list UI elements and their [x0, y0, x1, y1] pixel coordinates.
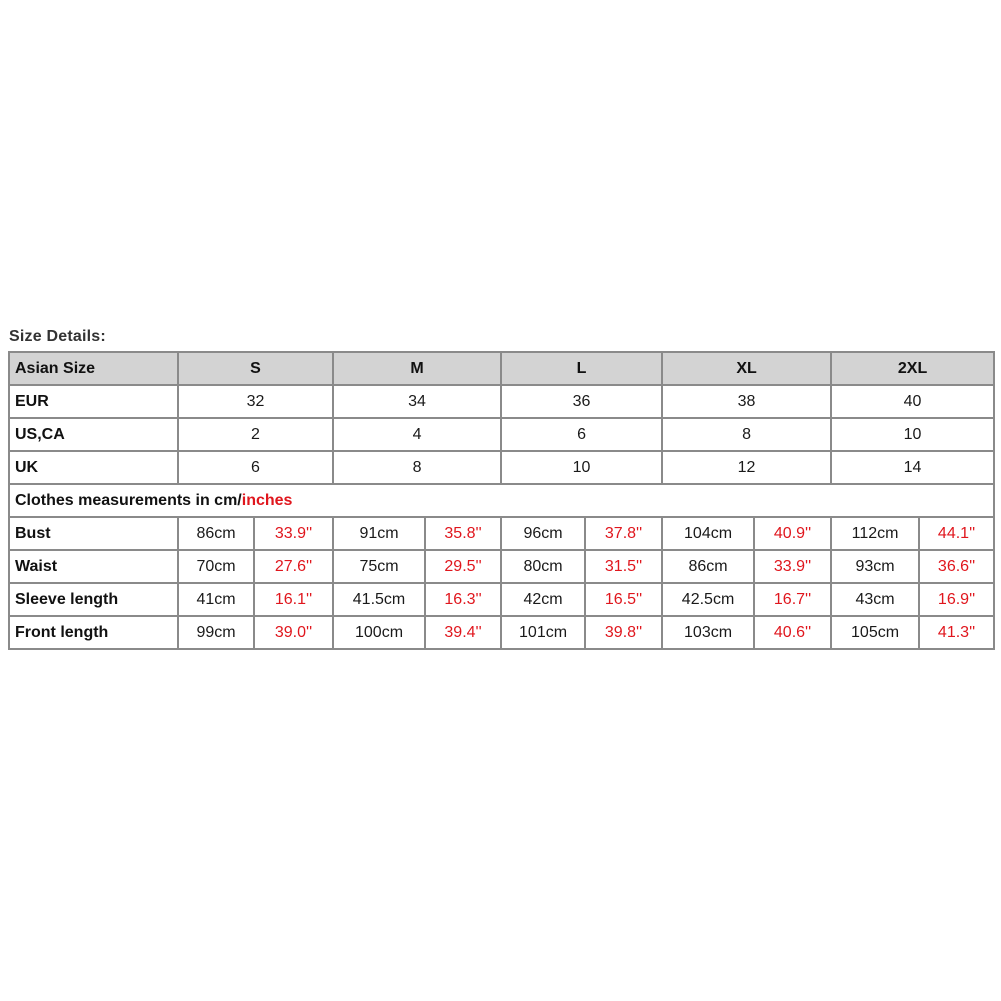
inch-cell: 40.9'' [754, 517, 831, 550]
table-cell: 40 [831, 385, 994, 418]
table-row-eur [9, 385, 994, 418]
row-label: US,CA [9, 418, 178, 451]
cm-cell: 96cm [501, 517, 585, 550]
table-cell: 32 [178, 385, 333, 418]
table-cell: 6 [178, 451, 333, 484]
inch-cell: 29.5'' [425, 550, 501, 583]
inch-cell: 41.3'' [919, 616, 994, 649]
table-row-waist [9, 550, 994, 583]
cm-cell: 101cm [501, 616, 585, 649]
inch-cell: 33.9'' [254, 517, 333, 550]
size-col-m: M [333, 352, 501, 385]
inch-cell: 16.5'' [585, 583, 662, 616]
inch-cell: 31.5'' [585, 550, 662, 583]
inch-cell: 35.8'' [425, 517, 501, 550]
size-col-l: L [501, 352, 662, 385]
row-label: UK [9, 451, 178, 484]
size-col-xl: XL [662, 352, 831, 385]
size-chart-table [8, 351, 995, 650]
table-cell: 8 [333, 451, 501, 484]
table-cell: 36 [501, 385, 662, 418]
inch-cell: 33.9'' [754, 550, 831, 583]
inch-cell: 40.6'' [754, 616, 831, 649]
cm-cell: 91cm [333, 517, 425, 550]
inch-cell: 39.0'' [254, 616, 333, 649]
cm-cell: 43cm [831, 583, 919, 616]
inch-cell: 39.8'' [585, 616, 662, 649]
asian-size-label: Asian Size [9, 352, 178, 385]
row-label: Bust [9, 517, 178, 550]
cm-cell: 75cm [333, 550, 425, 583]
cm-cell: 42.5cm [662, 583, 754, 616]
table-row-sleeve-length [9, 583, 994, 616]
measurements-heading-prefix: Clothes measurements in cm/ [15, 491, 242, 509]
size-col-2xl: 2XL [831, 352, 994, 385]
table-cell: 6 [501, 418, 662, 451]
table-cell: 10 [501, 451, 662, 484]
cm-cell: 104cm [662, 517, 754, 550]
row-label: EUR [9, 385, 178, 418]
cm-cell: 103cm [662, 616, 754, 649]
measurements-heading-row [9, 484, 994, 517]
table-cell: 38 [662, 385, 831, 418]
table-cell: 2 [178, 418, 333, 451]
size-header-row [9, 352, 994, 385]
inch-cell: 37.8'' [585, 517, 662, 550]
table-cell: 4 [333, 418, 501, 451]
inch-cell: 16.9'' [919, 583, 994, 616]
inch-cell: 36.6'' [919, 550, 994, 583]
table-row-us-ca [9, 418, 994, 451]
cm-cell: 41.5cm [333, 583, 425, 616]
cm-cell: 86cm [178, 517, 254, 550]
size-col-s: S [178, 352, 333, 385]
table-row-bust [9, 517, 994, 550]
inch-cell: 16.3'' [425, 583, 501, 616]
cm-cell: 86cm [662, 550, 754, 583]
cm-cell: 80cm [501, 550, 585, 583]
cm-cell: 70cm [178, 550, 254, 583]
row-label: Waist [9, 550, 178, 583]
table-cell: 14 [831, 451, 994, 484]
inch-cell: 27.6'' [254, 550, 333, 583]
row-label: Front length [9, 616, 178, 649]
table-row-front-length [9, 616, 994, 649]
cm-cell: 41cm [178, 583, 254, 616]
cm-cell: 99cm [178, 616, 254, 649]
cm-cell: 112cm [831, 517, 919, 550]
table-cell: 8 [662, 418, 831, 451]
inch-cell: 44.1'' [919, 517, 994, 550]
table-cell: 10 [831, 418, 994, 451]
cm-cell: 105cm [831, 616, 919, 649]
size-details-title: Size Details: [9, 328, 106, 345]
table-row-uk [9, 451, 994, 484]
cm-cell: 100cm [333, 616, 425, 649]
measurements-heading [9, 484, 994, 517]
inch-cell: 39.4'' [425, 616, 501, 649]
inch-cell: 16.7'' [754, 583, 831, 616]
table-cell: 12 [662, 451, 831, 484]
table-cell: 34 [333, 385, 501, 418]
inch-cell: 16.1'' [254, 583, 333, 616]
cm-cell: 93cm [831, 550, 919, 583]
cm-cell: 42cm [501, 583, 585, 616]
measurements-heading-inches: inches [241, 491, 293, 509]
row-label: Sleeve length [9, 583, 178, 616]
